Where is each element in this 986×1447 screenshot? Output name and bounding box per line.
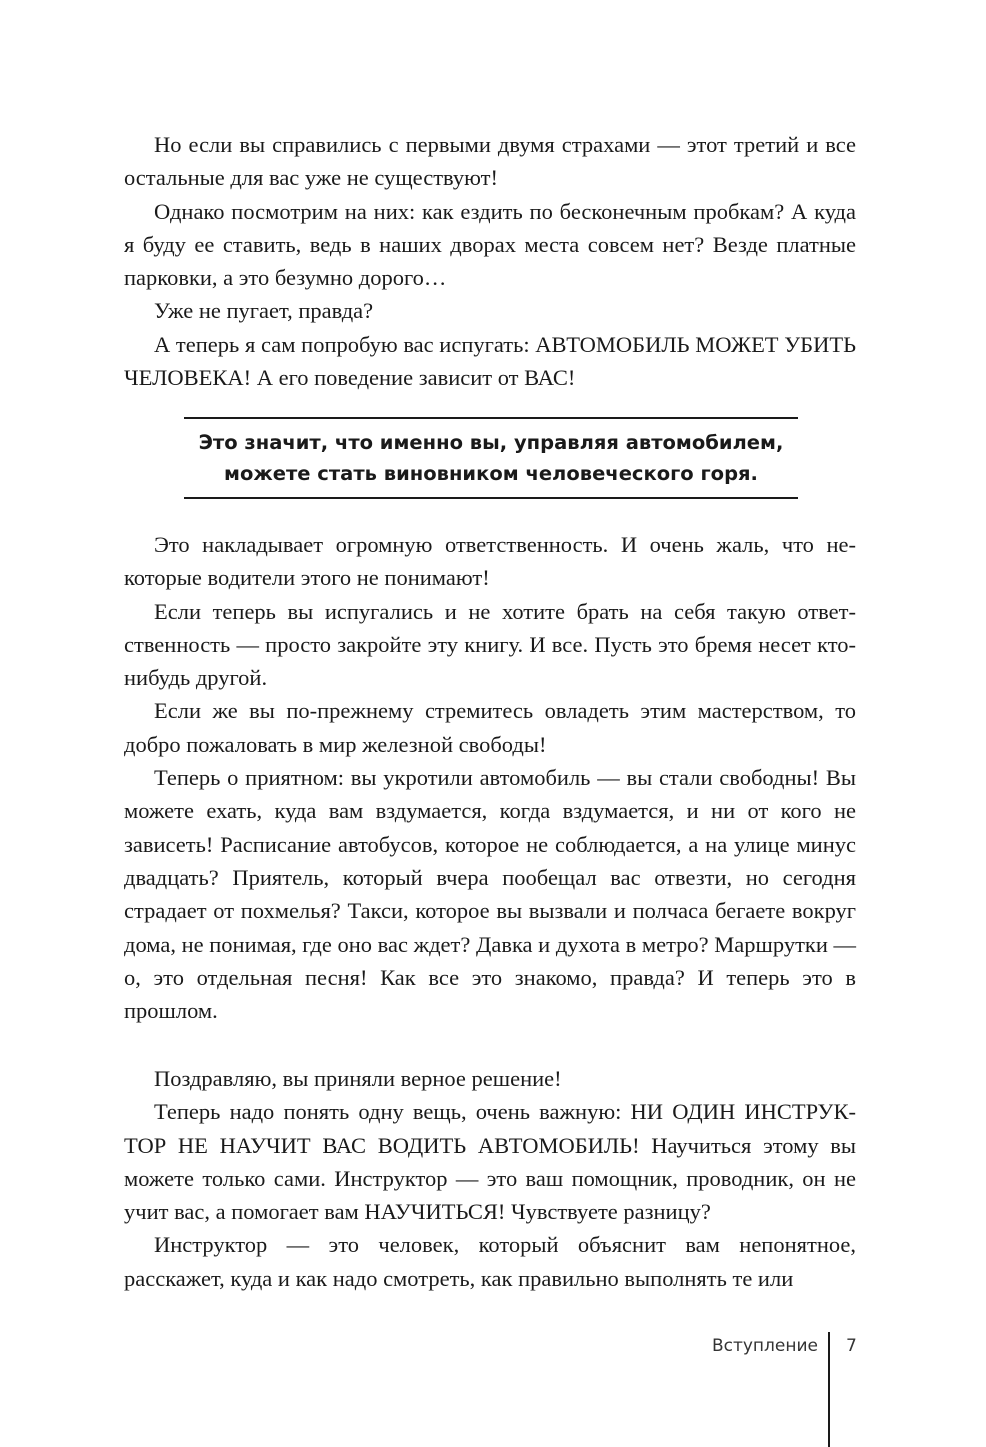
paragraph: Это накладывает огромную ответственность. И очень жаль, что некоторые водители этого не понимают! [124,532,856,591]
paragraph: А теперь я сам попробую вас испугать: АВТОМОБИЛЬ МОЖЕТ УБИТЬ ЧЕЛОВЕКА! А его поведение зависит от ВАС! [124,331,856,391]
paragraph: Поздравляю, вы приняли верное решение! [154,1066,562,1091]
page-number: 7 [846,1336,857,1356]
paragraph: Теперь о приятном: вы укротили автомобиль — вы стали свободны! Вы можете ехать, куда вам вздумается, когда вздумается, и ни от кого не зависеть! Расписание автобусов, которое не соблюдается, а на улице минус двадцать? Приятель, который вчера пообещал вас отвезти, но сегодня страдает от похмелья? Такси, которое вы вызвали и полчаса бегаете вокруг дома, не понимая, где оно вас ждет? Давка и духота в метро? Маршрутки — о, это отдельная песня! Как все это знакомо, правда? И теперь это в прошлом. [124,765,856,1024]
callout-line-2: можете стать виновником человеческого горя. [224,462,758,485]
paragraph: Если же вы по-прежнему стремитесь овладеть этим мастерством, то добро пожаловать в мир железной свободы! [124,698,856,757]
text-section-2 [124,528,856,1027]
text-section-1 [124,128,856,394]
paragraph: Но если вы справились с первыми двумя страхами — этот третий и все остальные для вас уже не существуют! [124,132,856,191]
paragraph: Уже не пугает, правда? [154,298,374,324]
callout-text [199,427,784,489]
section-title: Вступление [711,1336,818,1356]
callout-box [184,417,798,499]
paragraph: Инструктор — это человек, который объяснит вам непонятное, расскажет, куда и как надо смотреть, как правильно выполнять те или [124,1232,856,1291]
paragraph: Если теперь вы испугались и не хотите брать на себя такую ответственность — просто закройте эту книгу. И все. Пусть это бремя несет кто-нибудь другой. [124,598,856,691]
callout-line-1: Это значит, что именно вы, управляя автомобилем, [198,431,784,454]
text-section-3 [124,1062,856,1295]
paragraph: Однако посмотрим на них: как ездить по бесконечным пробкам? А куда я буду ее ставить, ведь в наших дворах места совсем нет? Везде платные парковки, а это безумно дорого… [124,198,856,291]
paragraph: Теперь надо понять одну вещь, очень важную: НИ ОДИН ИНСТРУКТОР НЕ НАУЧИТ ВАС ВОДИТЬ АВТОМОБИЛЬ! Научиться этому вы можете только сами. Инструктор — это ваш помощник, проводник, он не учит вас, а помогает вам НАУЧИТЬСЯ! Чувствуете разницу? [124,1099,856,1225]
footer-divider [828,1332,830,1447]
page-footer [0,1332,986,1447]
